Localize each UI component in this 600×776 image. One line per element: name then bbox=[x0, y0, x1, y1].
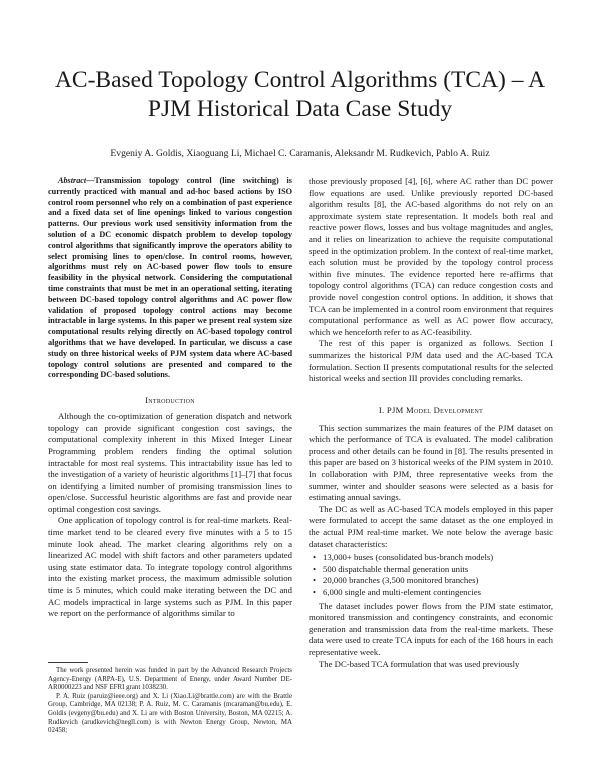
right-paragraph-1: those previously proposed [4], [6], where AC rather than DC power flow equations are used. Unlike previously reported DC-based algorithm results [8], the AC-based algorithms do not rely on an approximate system state representation. It models both real and reactive power flows, losses and bus voltage magnitudes and angles, and it relies on linearization to achieve the requisite computational speed in the optimization problem. In the context of real-time market, each solution must be provided by the topology control process within five minutes. The evidence reported here re-affirms that topology control algorithms (TCA) can reduce congestion costs and provide novel congestion control options. In addition, it shows that TCA can be implemented in a control room environment that requires computational performance as well as AC power flow accuracy, which we henceforth refer to as AC-feasibility. bbox=[309, 176, 553, 337]
intro-paragraph-1: Although the co-optimization of generation dispatch and network topology can provide significant congestion cost savings, the computational complexity inherent in this Mixed Integer Linear Programming problem renders finding the optimal solution intractable for most real systems. This intractability issue has led to the investigation of a variety of heuristic algorithms [1]–[7] that focus on identifying a limited number of promising transmission lines to open/close. Successful heuristic algorithms are fast and provide near optimal congestion cost savings. bbox=[48, 411, 292, 514]
list-item: • 20,000 branches (3,500 monitored branches) bbox=[313, 575, 479, 586]
list-item: • 6,000 single and multi-element contingencies bbox=[313, 587, 482, 597]
bullet-icon: • bbox=[313, 552, 317, 563]
section-heading-introduction: Introduction bbox=[145, 395, 195, 406]
bullet-icon: • bbox=[313, 563, 317, 574]
list-item: • 500 dispatchable thermal generation units bbox=[313, 563, 469, 574]
dataset-characteristics-list bbox=[309, 552, 553, 598]
bullet-icon: • bbox=[313, 587, 317, 597]
section-heading-pjm-model: I. PJM Model Development bbox=[378, 404, 484, 415]
section1-paragraph-2: The DC as well as AC-based TCA models employed in this paper were formulated to accept the same dataset as the one employed in the actual PJM real-time market. We note below the average basic dataset characteristics: bbox=[309, 503, 553, 549]
abstract-text: —Transmission topology control (line switching) is currently practiced with manual and ad-hoc based actions by ISO control room personnel who rely on a combination of past experience and a fixed data set of line openings linked to various congestion patterns. Our previous work used sensitivity information from the solution of a DC economic dispatch problem to develop topology control algorithms that significantly improve the operators ability to select promising lines to open/close. In control rooms, however, algorithms must rely on AC-based power flow tools to ensure feasibility in the physical network. Considering the computational time constraints that must be met in an operational setting, iterating between DC-based topology control algorithms and AC power flow validation of proposed topology control actions may become intractable in large systems. In this paper we present real system size computational results relying directly on AC-based topology control algorithms that we have developed. In particular, we discuss a case study on three historical weeks of PJM system data where AC-based topology control solutions are presented and compared to the corresponding DC-based solutions. bbox=[48, 176, 292, 380]
bullet-icon: • bbox=[313, 575, 317, 586]
footnote-rule bbox=[48, 662, 88, 663]
paper-title: AC-Based Topology Control Algorithms (TCA) – A PJM Historical Data Case Study bbox=[54, 67, 546, 122]
abstract-label: Abstract bbox=[58, 176, 87, 185]
section1-paragraph-4: The DC-based TCA formulation that was used previously bbox=[319, 658, 520, 669]
list-item: • 13,000+ buses (consolidated bus-branch models) bbox=[313, 552, 494, 563]
intro-paragraph-2: One application of topology control is for real-time markets. Real-time market tend to be cleared every five minutes with a 5 to 15 minute look ahead. The market clearing algorithms rely on a linearized AC model with shift factors and other parameters updated using state estimator data. To integrate topology control algorithms into the existing market process, the maximum admissible solution time is 5 minutes, which could make iterating between the DC and AC models impractical in large systems such as PJM. In this paper we report on the performance of algorithms similar to bbox=[48, 515, 292, 619]
section1-paragraph-1: This section summarizes the main features of the PJM dataset on which the performance of TCA is evaluated. The model calibration process and other details can be found in [8]. The results presented in this paper are based on 3 historical weeks of the PJM system in 2010. In collaboration with PJM, three representative weeks from the summer, winter and shoulder seasons were selected as a basis for estimating annual savings. bbox=[309, 422, 553, 503]
right-paragraph-2: The rest of this paper is organized as follows. Section I summarizes the historical PJM data used and the AC-based TCA formulation. Section II presents computational results for the selected historical weeks and section III provides concluding remarks. bbox=[309, 338, 553, 384]
left-column bbox=[48, 176, 292, 620]
author-list: Evgeniy A. Goldis, Xiaoguang Li, Michael C. Caramanis, Aleksandr M. Rudkevich, Pablo A. Ruiz bbox=[110, 148, 490, 159]
footnotes bbox=[48, 667, 292, 736]
right-column bbox=[309, 176, 553, 670]
abstract bbox=[48, 176, 292, 381]
section1-paragraph-3: The dataset includes power flows from the PJM state estimator, monitored transmission and contingency constraints, and economic generation and transmission data from the real-time markets. These data were used to create TCA inputs for each of the 168 hours in each representative week. bbox=[309, 600, 553, 657]
footnote-affiliations: P. A. Ruiz (paruiz@ieee.org) and X. Li (Xiao.Li@brattle.com) are with the Brattle Group, Cambridge, MA 02138; P. A. Ruiz, M. C. Caramanis (mcaraman@bu.edu), E. Goldis (evgeny@bu.edu) and X. Li are with Boston University, Boston, MA 02215; A. Rudkevich (arudkevich@negll.com) is with Newton Energy Group, Newton, MA 02458; bbox=[48, 692, 292, 735]
footnote-funding: The work presented herein was funded in part by the Advanced Research Projects Agency-Energy (ARPA-E), U.S. Department of Energy, under Award Number DE-AR0000223 and NSF EFRI grant 1038230. bbox=[48, 667, 292, 692]
